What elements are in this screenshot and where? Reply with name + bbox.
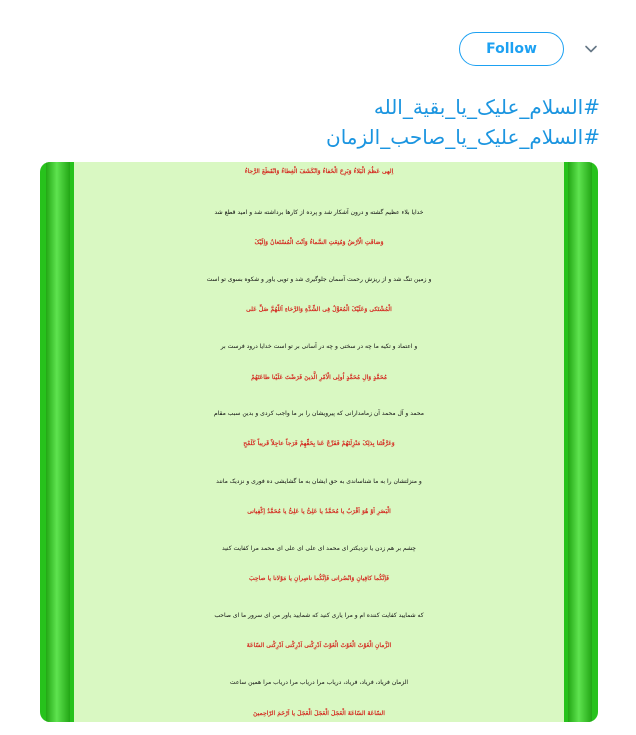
- chevron-down-icon[interactable]: [582, 40, 600, 58]
- arabic-line: اِلهی عَظُمَ الْبَلاءُ وَبَرِحَ الْخَفاءُ وَانْکَشَفَ الْغِطاءُ وَانْقَطَعَ الرَّجاءُ: [244, 168, 394, 175]
- arabic-line: الْبَصَرِ اَوْ هُوَ اَقْرَبُ یا مُحَمَّدُ یا عَلِیُّ یا عَلِیُّ یا مُحَمَّدُ اِکْفِیانی: [247, 508, 391, 515]
- hashtag-link[interactable]: #السلام_علیک_یا_صاحب_الزمان: [326, 125, 600, 149]
- arabic-line: السّاعَةَ السّاعَةَ الْعَجَلَ الْعَجَلَ الْعَجَلَ یا اَرْحَمَ الرّاحِمینَ: [253, 710, 385, 717]
- persian-line: الزمان فریاد، فریاد، فریاد، دریاب مرا دریاب مرا دریاب مرا همین ساعت: [229, 679, 409, 686]
- tweet-text: [40, 92, 600, 152]
- arabic-line: الزَّمانِ الْغَوْثَ الْغَوْثَ الْغَوْثَ اَدْرِکْنی اَدْرِکْنی اَدْرِکْنی السّاعَةَ: [246, 642, 392, 649]
- persian-line: چشم بر هم زدن یا نزدیکتر ای محمد ای علی ای علی ای محمد مرا کفایت کنید: [221, 545, 417, 552]
- arabic-line: وَعَرَّفْتَنا بِذلِکَ مَنْزِلَتَهُمْ فَفَرِّجْ عَنا بِحَقِّهِمْ فَرَجاً عاجِلاً قَریباً کَلَمْحِ: [243, 440, 395, 447]
- persian-line: که شمایید کفایت کننده ام و مرا یاری کنید که شمایید یاور من ای سرور ما ای صاحب: [214, 612, 424, 619]
- decorative-bar: [568, 162, 592, 722]
- follow-button[interactable]: Follow: [459, 32, 564, 66]
- persian-line: و منزلتشان را به ما شناساندی به حق ایشان به ما گشایشی ده فوری و نزدیک مانند: [216, 478, 422, 485]
- arabic-line: فَاِنَّکُما کافِیانِ وَانْصُرانی فَاِنَّکُما ناصِرانِ یا مَوْلانا یا صاحِبَ: [248, 575, 390, 582]
- persian-line: و اعتماد و تکیه ما چه در سختی و چه در آسانی بر تو است خدایا درود فرست بر: [220, 343, 418, 350]
- hashtag-link[interactable]: #السلام_علیک_یا_بقیة_الله: [373, 95, 600, 119]
- prayer-text-panel: [74, 162, 564, 722]
- arabic-line: الْمُشْتَکی وَعَلَیْکَ الْمُعَوَّلُ فِی الشِّدَّةِ وَالرَّخاءِ اَللّهُمَّ صَلِّ عَلی: [246, 306, 392, 313]
- tweet-image[interactable]: [40, 162, 598, 722]
- persian-line: محمد و آل محمد آن زمامدارانی که پیرویشان را بر ما واجب کردی و بدین سبب مقام: [214, 410, 424, 417]
- arabic-line: مُحَمَّدٍ وَالِ مُحَمَّدٍ اُولِی الْاَمْرِ الَّذینَ فَرَضْتَ عَلَیْنا طاعَتَهُمْ: [251, 374, 387, 381]
- decorative-bar: [46, 162, 70, 722]
- persian-line: و زمین تنگ شد و از ریزش رحمت آسمان جلوگیری شد و تویی یاور و شکوه بسوی تو است: [206, 276, 432, 283]
- arabic-line: وَضاقَتِ الْاَرْضُ وَمُنِعَتِ السَّماءُ وَاَنْتَ الْمُسْتَعانُ وَاِلَیْکَ: [254, 239, 384, 246]
- persian-line: خدایا بلاء عظیم گشته و درون آشکار شد و پرده از کارها برداشته شد و امید قطع شد: [214, 209, 424, 216]
